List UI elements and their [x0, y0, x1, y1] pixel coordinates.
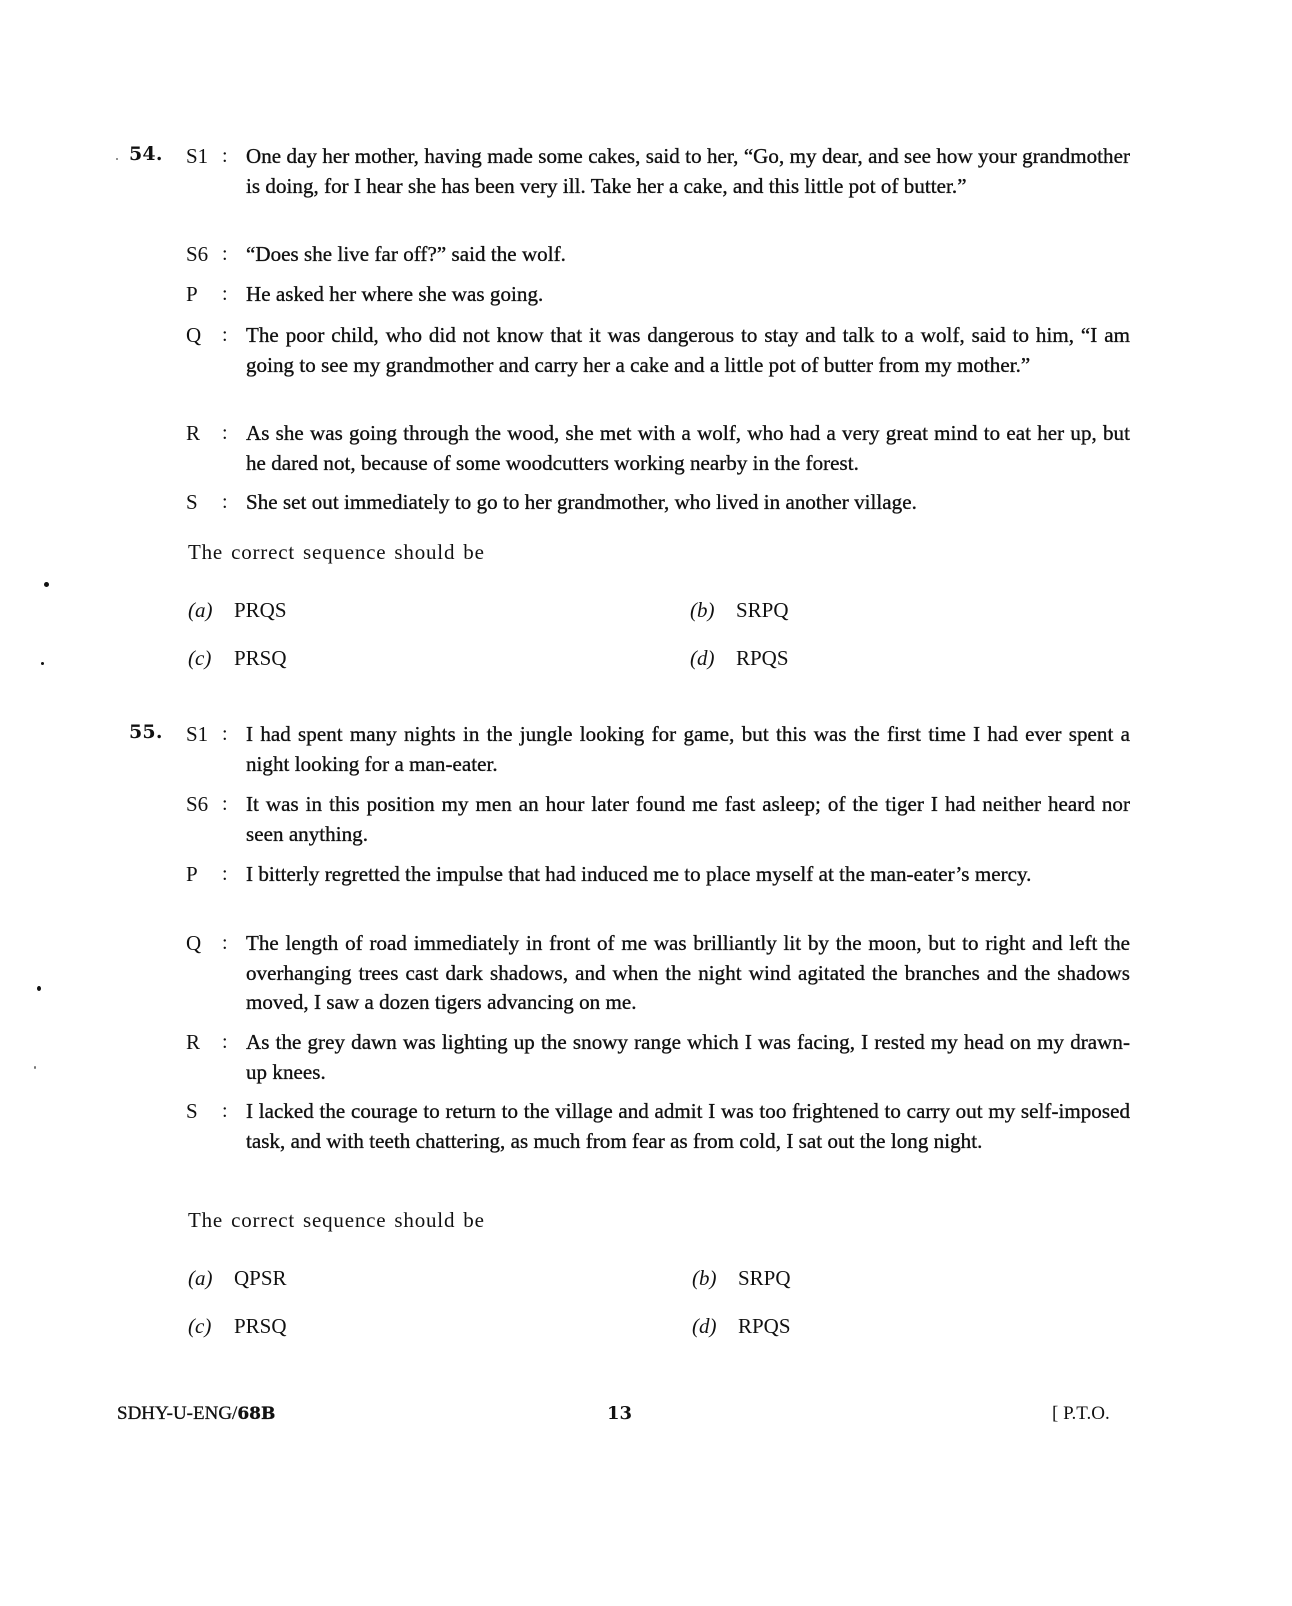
sentence-text: I bitterly regretted the impulse that had induced me to place myself at the man-eater’s mercy.	[246, 862, 1032, 886]
option-label: (b)	[690, 598, 715, 622]
sentence-label: R	[186, 1030, 201, 1054]
option-c[interactable]	[188, 646, 287, 671]
option-label: (c)	[188, 1314, 212, 1338]
sentence-label: Q	[186, 931, 202, 955]
option-value: RPQS	[738, 1314, 791, 1338]
sentence-label: S1	[186, 144, 209, 168]
sentence-s6	[186, 790, 1130, 849]
option-value: QPSR	[234, 1266, 287, 1290]
option-b[interactable]	[690, 598, 789, 623]
sentence-text: The length of road immediately in front of me was brilliantly lit by the moon, but to right and left the overhanging trees cast dark shadows, and when the night wind agitated the branches and the shadows moved, I saw a dozen tigers advancing on me.	[246, 931, 1130, 1014]
sentence-p	[186, 860, 1130, 890]
page-number: 13	[607, 1403, 633, 1424]
option-value: PRQS	[234, 598, 287, 622]
sentence-text: One day her mother, having made some cakes, said to her, “Go, my dear, and see how your grandmother is doing, for I hear she has been very ill. Take her a cake, and this little pot of butter.”	[246, 144, 1130, 198]
sentence-label: S	[186, 1099, 198, 1123]
colon: :	[222, 863, 228, 885]
sentence-q	[186, 321, 1130, 380]
sentence-text: He asked her where she was going.	[246, 282, 544, 306]
option-label: (d)	[690, 646, 715, 670]
sentence-s	[186, 488, 1130, 518]
sentence-s6	[186, 240, 1130, 270]
pto-note: [ P.T.O.	[1052, 1403, 1110, 1424]
sentence-label: S1	[186, 722, 209, 746]
question-number: 55.	[129, 721, 163, 743]
option-value: PRSQ	[234, 646, 287, 670]
option-a[interactable]	[188, 1266, 287, 1291]
sentence-text: As the grey dawn was lighting up the snowy range which I was facing, I rested my head on my drawn-up knees.	[246, 1030, 1130, 1084]
scan-speck	[34, 1066, 36, 1069]
sentence-s1	[186, 720, 1130, 779]
sentence-r	[186, 419, 1130, 478]
colon: :	[222, 723, 228, 745]
sentence-text: The poor child, who did not know that it was dangerous to stay and talk to a wolf, said to him, “I am going to see my grandmother and carry her a cake and a little pot of butter from my mother.”	[246, 323, 1130, 377]
scan-speck	[37, 986, 41, 991]
sentence-text: “Does she live far off?” said the wolf.	[246, 242, 566, 266]
scan-speck	[41, 662, 44, 665]
colon: :	[222, 491, 228, 513]
sentence-s1	[186, 142, 1130, 201]
option-label: (c)	[188, 646, 212, 670]
sentence-label: R	[186, 421, 201, 445]
colon: :	[222, 324, 228, 346]
option-c[interactable]	[188, 1314, 287, 1339]
paper-code-suffix: 68B	[237, 1404, 276, 1424]
scan-speck	[116, 158, 118, 160]
option-b[interactable]	[692, 1266, 791, 1291]
sentence-text: As she was going through the wood, she met with a wolf, who had a very great mind to eat her up, but he dared not, because of some woodcutters working nearby in the forest.	[246, 421, 1130, 475]
sentence-s	[186, 1097, 1130, 1156]
option-value: PRSQ	[234, 1314, 287, 1338]
option-a[interactable]	[188, 598, 287, 623]
question-stem: The correct sequence should be	[188, 540, 485, 564]
colon: :	[222, 932, 228, 954]
paper-code	[117, 1403, 275, 1425]
sentence-text: I lacked the courage to return to the village and admit I was too frightened to carry out my self-imposed task, and with teeth chattering, as much from fear as from cold, I sat out the long night.	[246, 1099, 1130, 1153]
option-label: (d)	[692, 1314, 717, 1338]
colon: :	[222, 283, 228, 305]
sentence-text: She set out immediately to go to her grandmother, who lived in another village.	[246, 490, 917, 514]
question-stem: The correct sequence should be	[188, 1208, 485, 1232]
sentence-p	[186, 280, 1130, 310]
sentence-text: I had spent many nights in the jungle looking for game, but this was the first time I had ever spent a night looking for a man-eater.	[246, 722, 1130, 776]
sentence-text: It was in this position my men an hour later found me fast asleep; of the tiger I had neither heard nor seen anything.	[246, 792, 1130, 846]
option-label: (b)	[692, 1266, 717, 1290]
colon: :	[222, 1031, 228, 1053]
colon: :	[222, 243, 228, 265]
colon: :	[222, 145, 228, 167]
sentence-r	[186, 1028, 1130, 1087]
option-label: (a)	[188, 598, 213, 622]
sentence-label: S	[186, 490, 198, 514]
sentence-label: P	[186, 862, 198, 886]
option-value: SRPQ	[738, 1266, 791, 1290]
sentence-q	[186, 929, 1130, 1018]
option-value: RPQS	[736, 646, 789, 670]
scan-speck	[44, 582, 49, 587]
colon: :	[222, 1100, 228, 1122]
sentence-label: S6	[186, 792, 209, 816]
option-label: (a)	[188, 1266, 213, 1290]
sentence-label: S6	[186, 242, 209, 266]
question-number: 54.	[129, 143, 163, 165]
option-d[interactable]	[692, 1314, 791, 1339]
paper-code-prefix: SDHY-U-ENG/	[117, 1403, 238, 1424]
sentence-label: Q	[186, 323, 202, 347]
option-value: SRPQ	[736, 598, 789, 622]
sentence-label: P	[186, 282, 198, 306]
colon: :	[222, 422, 228, 444]
colon: :	[222, 793, 228, 815]
option-d[interactable]	[690, 646, 789, 671]
